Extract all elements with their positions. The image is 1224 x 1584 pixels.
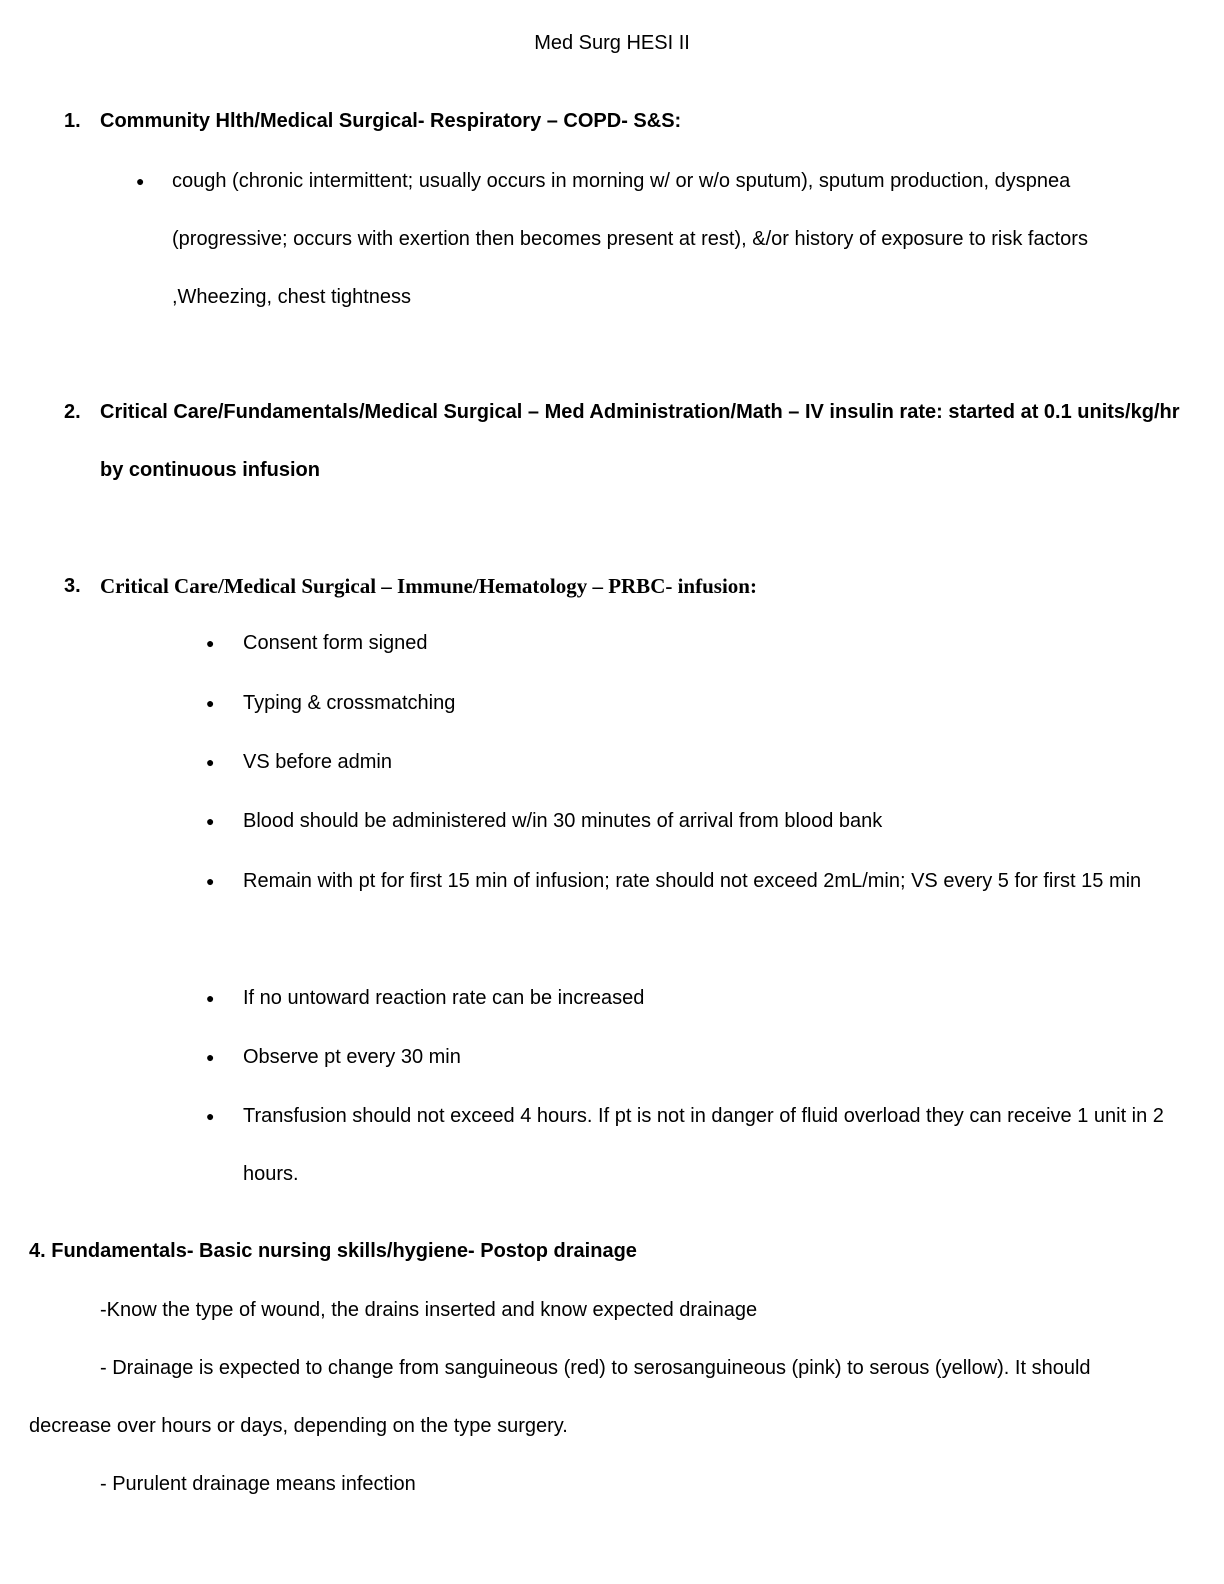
- list-item: If no untoward reaction rate can be increased: [243, 987, 645, 1009]
- section-4-heading: 4. Fundamentals- Basic nursing skills/hygiene- Postop drainage: [29, 1240, 637, 1262]
- section-3-bullet-4: [206, 792, 1172, 850]
- section-3-title: Critical Care/Medical Surgical – Immune/Hematology – PRBC- infusion:: [100, 574, 757, 598]
- section-3-bullet-1: [206, 614, 1172, 672]
- section-3-bullet-5: [206, 852, 1172, 910]
- list-item: VS before admin: [243, 751, 392, 773]
- section-3-bullet-7: [206, 1028, 1172, 1086]
- bullet-icon: ●: [206, 754, 215, 770]
- bullet-icon: ●: [206, 873, 215, 889]
- section-1-bullet-text: cough (chronic intermittent; usually occurs in morning w/ or w/o sputum), sputum production, dyspnea (progressive; occurs with exertion then becomes present at rest), &/or history of exposure to risk factors ,Wheezing, chest tightness: [172, 170, 1088, 308]
- section-1-title: Community Hlth/Medical Surgical- Respiratory – COPD- S&S:: [100, 110, 682, 132]
- list-item: Observe pt every 30 min: [243, 1046, 461, 1068]
- section-3-bullet-6: [206, 969, 1172, 1027]
- section-3-bullet-8: [206, 1087, 1172, 1203]
- bullet-icon: ●: [206, 635, 215, 651]
- section-3-bullet-3: [206, 733, 1172, 791]
- bullet-icon: ●: [206, 1049, 215, 1065]
- section-1-bullet: [136, 152, 1188, 326]
- bullet-icon: ●: [206, 990, 215, 1006]
- bullet-icon: ●: [206, 695, 215, 711]
- section-2-title: Critical Care/Fundamentals/Medical Surgical – Med Administration/Math – IV insulin rate: started at 0.1 units/kg/hr by continuous infusion: [100, 401, 1180, 481]
- bullet-icon: ●: [206, 813, 215, 829]
- list-item: Blood should be administered w/in 30 minutes of arrival from blood bank: [243, 810, 883, 832]
- section-4-paragraph-2: - Drainage is expected to change from sanguineous (red) to serosanguineous (pink) to serous (yellow). It should decrease over hours or days, depending on the type surgery.: [29, 1357, 1091, 1437]
- section-4-paragraph-3: - Purulent drainage means infection: [100, 1473, 416, 1495]
- list-item: Transfusion should not exceed 4 hours. If pt is not in danger of fluid overload they can receive 1 unit in 2 hours.: [243, 1105, 1164, 1185]
- section-2-number: 2.: [64, 401, 81, 423]
- section-4-paragraph-1: -Know the type of wound, the drains inserted and know expected drainage: [100, 1299, 758, 1321]
- section-3-heading: [64, 557, 1184, 615]
- list-item: Remain with pt for first 15 min of infusion; rate should not exceed 2mL/min; VS every 5 for first 15 min: [243, 870, 1142, 892]
- section-3-number: 3.: [64, 575, 81, 597]
- bullet-icon: ●: [206, 1108, 215, 1124]
- document-title: Med Surg HESI II: [534, 32, 690, 54]
- section-1-number: 1.: [64, 110, 81, 132]
- section-2-heading: [64, 383, 1184, 499]
- section-3-bullet-2: [206, 674, 1172, 732]
- bullet-icon: ●: [136, 173, 145, 189]
- list-item: Typing & crossmatching: [243, 692, 456, 714]
- list-item: Consent form signed: [243, 632, 428, 654]
- section-1-heading: [64, 92, 1184, 150]
